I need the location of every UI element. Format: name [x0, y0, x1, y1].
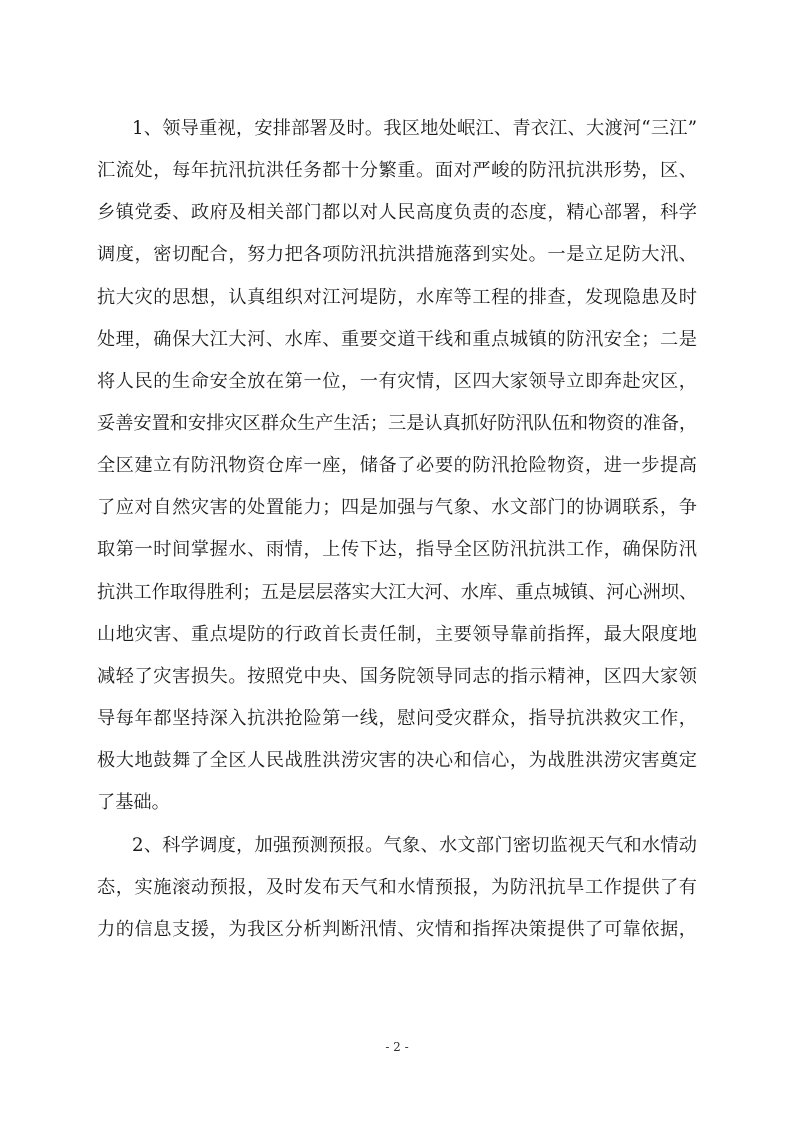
paragraph-line: 2、科学调度，加强预测预报。气象、水文部门密切监视天气和水情动: [132, 835, 697, 856]
paragraph-line: 力的信息支援，为我区分析判断汛情、灾情和指挥决策提供了可靠依据，: [97, 919, 697, 940]
paragraph-line: 调度，密切配合，努力把各项防汛抗洪措施落到实处。一是立足防大汛、: [97, 244, 697, 265]
paragraph-line: 取第一时间掌握水、雨情，上传下达，指导全区防汛抗洪工作，确保防汛: [97, 539, 697, 560]
paragraph-line: 1、领导重视，安排部署及时。我区地处岷江、青衣江、大渡河“三江”: [132, 118, 697, 139]
paragraph-line: 乡镇党委、政府及相关部门都以对人民高度负责的态度，精心部署，科学: [97, 202, 697, 223]
paragraph-line: 抗洪工作取得胜利；五是层层落实大江大河、水库、重点城镇、河心洲坝、: [97, 582, 698, 603]
paragraph-line: 山地灾害、重点堤防的行政首长责任制，主要领导靠前指挥，最大限度地: [97, 624, 697, 645]
page-number: - 2 -: [385, 1040, 409, 1054]
paragraph-line: 处理，确保大江大河、水库、重要交道干线和重点城镇的防汛安全；二是: [97, 329, 697, 350]
paragraph-line: 汇流处，每年抗汛抗洪任务都十分繁重。面对严峻的防汛抗洪形势，区、: [97, 160, 697, 181]
paragraph-line: 态，实施滚动预报，及时发布天气和水情预报，为防汛抗旱工作提供了有: [97, 877, 697, 898]
paragraph-line: 导每年都坚持深入抗洪抢险第一线，慰问受灾群众，指导抗洪救灾工作，: [97, 708, 697, 729]
paragraph-line: 抗大灾的思想，认真组织对江河堤防，水库等工程的排查，发现隐患及时: [97, 287, 697, 308]
paragraph-line: 将人民的生命安全放在第一位，一有灾情，区四大家领导立即奔赴灾区，: [97, 371, 697, 392]
paragraph-line: 全区建立有防汛物资仓库一座，储备了必要的防汛抢险物资，进一步提高: [97, 455, 697, 476]
paragraph-line: 了基础。: [97, 792, 170, 813]
paragraph-line: 妥善安置和安排灾区群众生产生活；三是认真抓好防汛队伍和物资的准备，: [97, 413, 698, 434]
paragraph-line: 减轻了灾害损失。按照党中央、国务院领导同志的指示精神，区四大家领: [97, 666, 697, 687]
paragraph-line: 极大地鼓舞了全区人民战胜洪涝灾害的决心和信心，为战胜洪涝灾害奠定: [97, 750, 697, 771]
paragraph-line: 了应对自然灾害的处置能力；四是加强与气象、水文部门的协调联系，争: [97, 497, 697, 518]
